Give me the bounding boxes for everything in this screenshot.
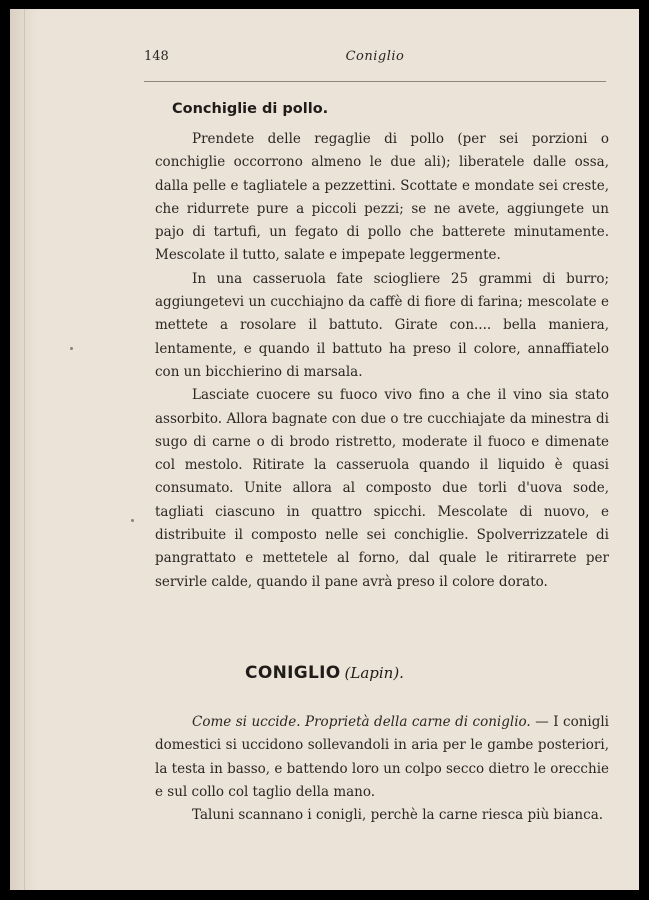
chapter-heading	[10, 663, 639, 683]
section-body-coniglio	[155, 711, 609, 827]
chapter-title: CONIGLIO	[245, 663, 341, 683]
section-title-conchiglie: Conchiglie di pollo.	[172, 101, 329, 117]
section-body-conchiglie	[155, 128, 609, 594]
page-number: 148	[144, 49, 169, 64]
chapter-subtitle: (Lapin).	[344, 664, 404, 682]
paragraph: Taluni scannano i conigli, perchè la carne riesca più bianca.	[192, 807, 604, 824]
page-gutter	[10, 9, 38, 890]
header-rule	[144, 81, 606, 82]
paragraph: Prendete delle regaglie di pollo (per sei porzioni o conchiglie occorrono almeno le due ali); liberatele dalle ossa, dalla pelle e tagliatele a pezzettini. Scottate e mondate sei creste, che ridurrete pure a piccoli pezzi; se ne avete, aggiungete un pajo di tartufi, un fegato di pollo che batterete minutamente. Mescolate il tutto, salate e impepate leggermente.	[155, 131, 609, 264]
paragraph	[155, 711, 609, 804]
lead-in-phrase: Come si uccide. Proprietà della carne di coniglio.	[192, 714, 531, 730]
running-title: Coniglio	[345, 49, 405, 64]
book-page	[10, 9, 639, 890]
page-header	[144, 49, 606, 69]
paragraph: Lasciate cuocere su fuoco vivo fino a che il vino sia stato assorbito. Allora bagnate con due o tre cucchiajate da minestra di sugo di carne o di brodo ristretto, moderate il fuoco e dimenate col mestolo. Ritirate la casseruola quando il liquido è quasi consumato. Unite allora al composto due torli d'uova sode, tagliati ciascuno in quattro spicchi. Mescolate di nuovo, e distribuite il composto nelle sei conchiglie. Spolverrizzatele di pangrattato e mettetele al forno, dal quale le ritirarrete per servirle calde, quando il pane avrà preso il colore dorato.	[155, 387, 609, 590]
paper-speck	[70, 347, 73, 350]
gutter-fold-line	[24, 9, 25, 890]
paper-speck	[131, 519, 134, 522]
paragraph-text: — I conigli domestici si uccidono sollevandoli in aria per le gambe posteriori, la testa in basso, e battendo loro un colpo secco dietro le orecchie e sul collo col taglio della mano.	[155, 714, 610, 800]
paragraph: In una casseruola fate sciogliere 25 grammi di burro; aggiungetevi un cucchiajno da caffè di fiore di farina; mescolate e mettete a rosolare il battuto. Girate con.... bella maniera, lentamente, e quando il battuto ha preso il colore, annaffiatelo con un bicchierino di marsala.	[155, 270, 609, 380]
